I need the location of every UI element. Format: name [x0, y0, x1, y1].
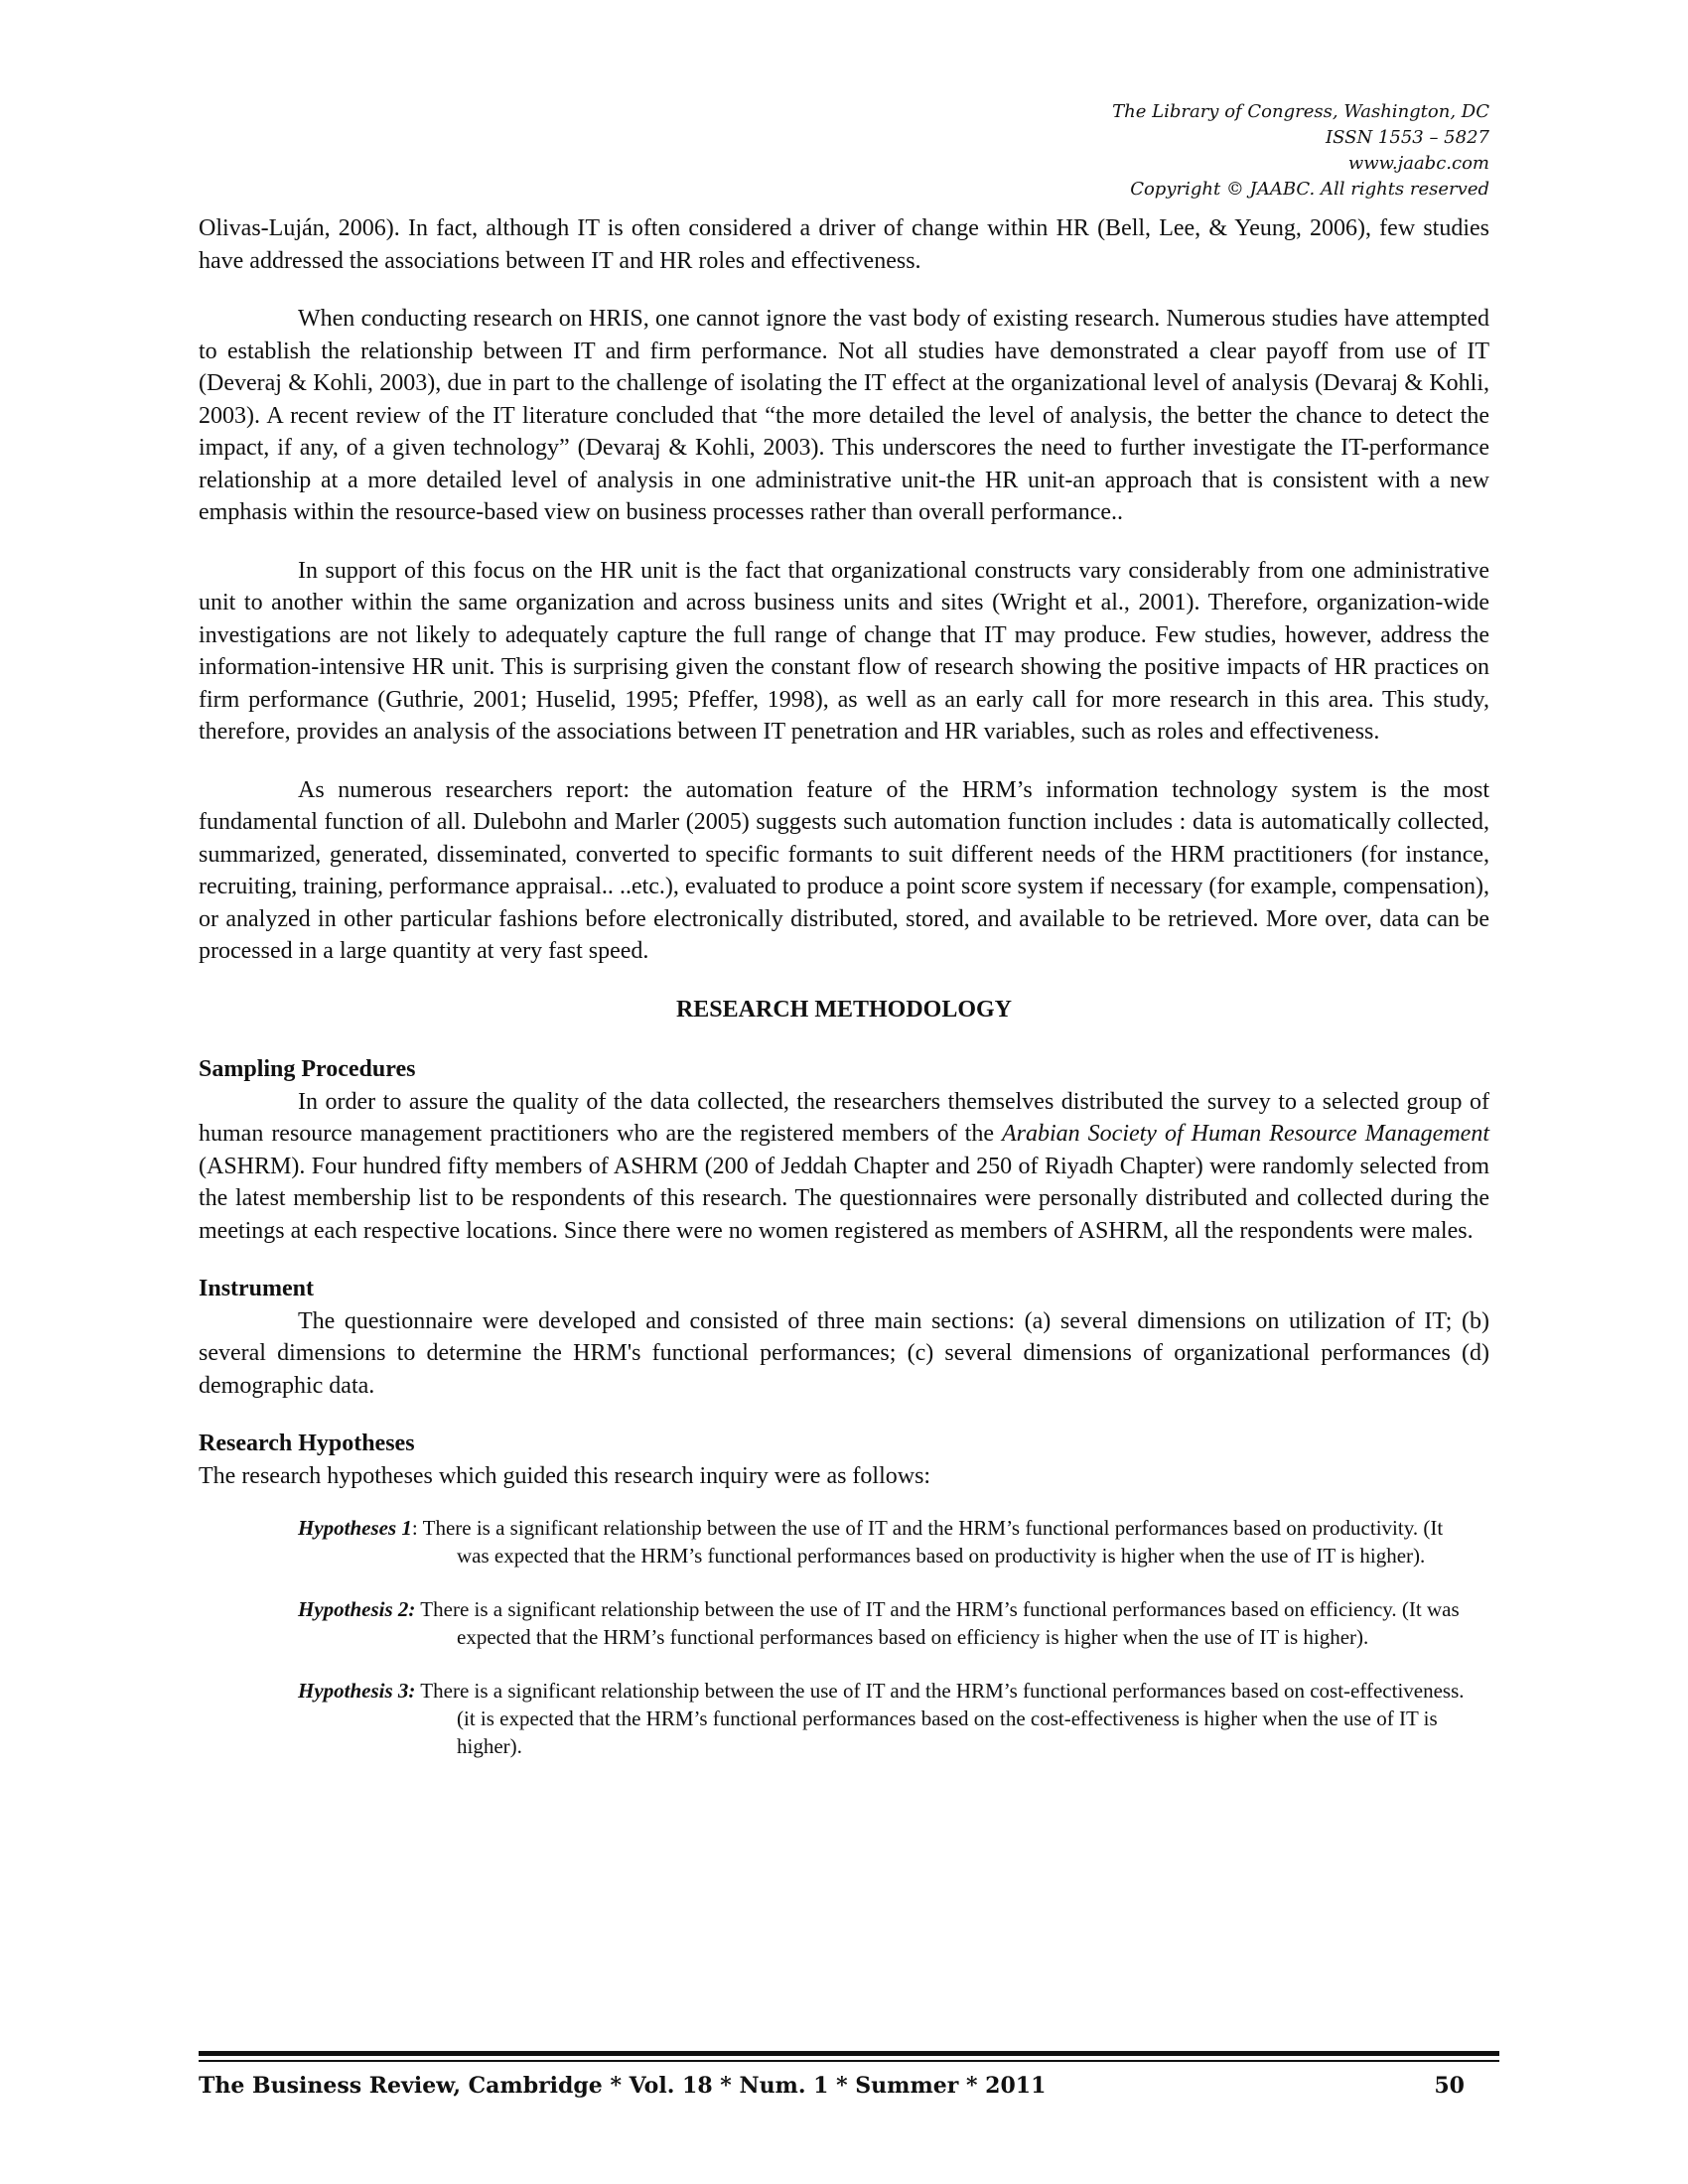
hypothesis-1: [298, 1514, 1470, 1570]
hypothesis-2-label: Hypothesis 2:: [298, 1597, 416, 1621]
paragraph-hr-unit-focus: In support of this focus on the HR unit is the fact that organizational constructs vary considerably from one administrative unit to another within the same organization and across business units and sites (Wright et al., 2001). Therefore, organization-wide investigations are not likely to adequately capture the full range of change that IT may produce. Few studies, however, address the information-intensive HR unit. This is surprising given the constant flow of research showing the positive impacts of HR practices on firm performance (Guthrie, 2001; Huselid, 1995; Pfeffer, 1998), as well as an early call for more research in this area. This study, therefore, provides an analysis of the associations between IT penetration and HR variables, such as roles and effectiveness.: [199, 557, 1489, 745]
footer-rule-thick: [199, 2051, 1499, 2056]
sampling-text-before: In order to assure the quality of the data collected, the researchers themselves distributed the survey to a selected group of human resource management practitioners who are the registered members of the: [199, 1088, 1489, 1147]
header-library-line: The Library of Congress, Washington, DC: [1112, 101, 1489, 122]
header-issn-line: ISSN 1553 – 5827: [1326, 127, 1489, 148]
sampling-society-name: Arabian Society of Human Resource Management: [1002, 1121, 1489, 1147]
sampling-text-after: (ASHRM). Four hundred fifty members of ASHRM (200 of Jeddah Chapter and 250 of Riyadh Chapter) were randomly selected from the latest membership list to be respondents of this research. The questionnaires were personally distributed and collected during the meetings at each respective locations. Since there were no women registered as members of ASHRM, all the respondents were males.: [199, 1153, 1489, 1244]
footer-rule-thin: [199, 2060, 1499, 2062]
hypothesis-3-text: There is a significant relationship between the use of IT and the HRM’s functional performances based on cost-effectiveness. (it is expected that the HRM’s functional performances based on the cost-effectiveness is higher when the use of IT is higher).: [420, 1679, 1465, 1758]
body-text: [199, 212, 1489, 1786]
footer-journal-info: The Business Review, Cambridge * Vol. 18 * Num. 1 * Summer * 2011: [199, 2073, 1047, 2099]
hypothesis-2-text: There is a significant relationship between the use of IT and the HRM’s functional performances based on efficiency. (It was expected that the HRM’s functional performances based on efficiency is higher when the use of IT is higher).: [420, 1597, 1460, 1649]
section-heading-research-methodology: RESEARCH METHODOLOGY: [675, 996, 1013, 1023]
paragraph-automation: As numerous researchers report: the automation feature of the HRM’s information technology system is the most fundamental function of all. Dulebohn and Marler (2005) suggests such automation function includes : data is automatically collected, summarized, generated, disseminated, converted to specific formants to suit different needs of the HRM practitioners (for instance, recruiting, training, performance appraisal.. ..etc.), evaluated to produce a point score system if necessary (for example, compensation), or analyzed in other particular fashions before electronically distributed, stored, and available to be retrieved. More over, data can be processed in a large quantity at very fast speed.: [199, 776, 1489, 964]
paragraph-instrument: The questionnaire were developed and consisted of three main sections: (a) several dimensions on utilization of IT; (b) several dimensions to determine the HRM's functional performances; (c) several dimensions of organizational performances (d) demographic data.: [199, 1307, 1489, 1399]
subheading-sampling-procedures: Sampling Procedures: [199, 1056, 416, 1082]
hypothesis-3: [298, 1677, 1470, 1760]
hypothesis-1-text: There is a significant relationship between the use of IT and the HRM’s functional performances based on productivity. (It was expected that the HRM’s functional performances based on productivity is higher when the use of IT is higher).: [422, 1516, 1444, 1568]
subheading-instrument: Instrument: [199, 1276, 315, 1301]
footer-page-number: 50: [1434, 2073, 1465, 2099]
hypothesis-1-label: Hypotheses 1: [298, 1516, 412, 1540]
hypotheses-intro: The research hypotheses which guided this research inquiry were as follows:: [199, 1462, 931, 1489]
hypothesis-1-separator: :: [411, 1516, 423, 1540]
paragraph-sampling: [199, 1086, 1489, 1248]
paragraph-continuation: Olivas-Luján, 2006). In fact, although IT is often considered a driver of change within HR (Bell, Lee, & Yeung, 2006), few studies have addressed the associations between IT and HR roles and effectiveness.: [199, 215, 1489, 274]
header-website-line: www.jaabc.com: [1347, 153, 1489, 174]
header-copyright-line: Copyright © JAABC. All rights reserved: [1130, 179, 1489, 200]
hypothesis-3-label: Hypothesis 3:: [298, 1679, 416, 1703]
paragraph-hris-research: When conducting research on HRIS, one cannot ignore the vast body of existing research. Numerous studies have attempted to establish the relationship between IT and firm performance. Not all studies have demonstrated a clear payoff from use of IT (Deveraj & Kohli, 2003), due in part to the challenge of isolating the IT effect at the organizational level of analysis (Devaraj & Kohli, 2003). A recent review of the IT literature concluded that “the more detailed the level of analysis, the better the chance to detect the impact, if any, of a given technology” (Devaraj & Kohli, 2003). This underscores the need to further investigate the IT-performance relationship at a more detailed level of analysis in one administrative unit-the HR unit-an approach that is consistent with a new emphasis within the resource-based view on business processes rather than overall performance..: [199, 306, 1489, 525]
running-header: [1112, 99, 1489, 203]
subheading-research-hypotheses: Research Hypotheses: [199, 1431, 415, 1456]
hypothesis-2: [298, 1595, 1470, 1651]
